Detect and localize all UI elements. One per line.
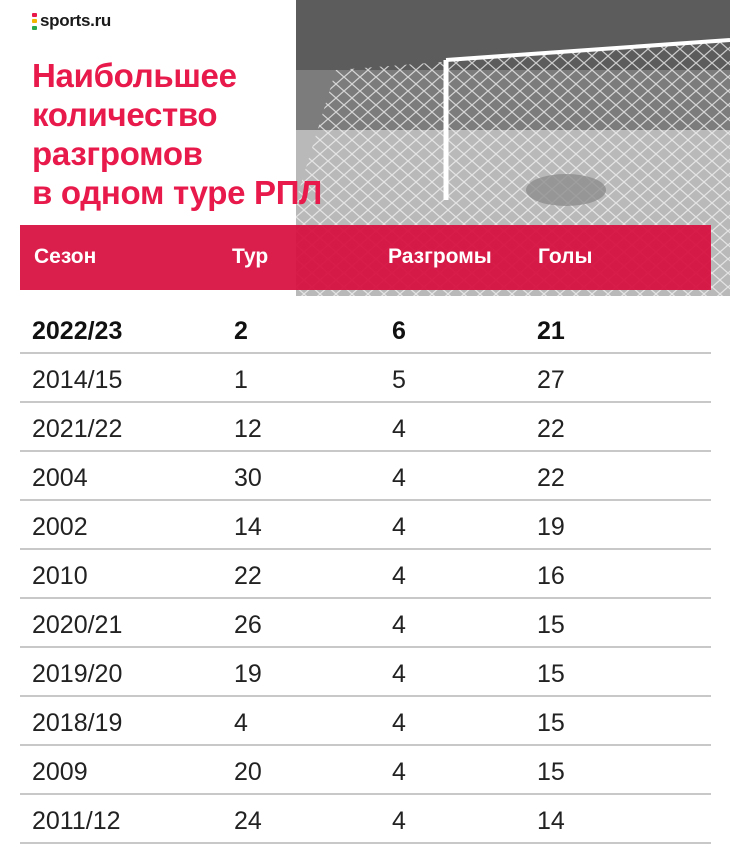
sports-ru-logo[interactable] [32,10,111,32]
table-row [20,599,711,648]
cell-routs: 5 [392,366,406,394]
title-line: в одном туре РПЛ [32,174,323,211]
table-row [20,501,711,550]
cell-routs: 4 [392,464,406,492]
title-line: Наибольшее [32,57,237,94]
table-row [20,550,711,599]
cell-round: 20 [234,758,262,786]
cell-routs: 4 [392,709,406,737]
cell-routs: 4 [392,513,406,541]
cell-goals: 14 [537,807,565,835]
table-header-bar [20,225,711,290]
cell-season: 2020/21 [32,611,123,639]
cell-round: 24 [234,807,262,835]
column-header-season: Сезон [34,245,97,268]
column-header-goals: Голы [538,245,593,268]
cell-routs: 4 [392,758,406,786]
cell-round: 14 [234,513,262,541]
table-row [20,795,711,844]
cell-round: 30 [234,464,262,492]
cell-season: 2010 [32,562,88,590]
cell-goals: 16 [537,562,565,590]
cell-routs: 4 [392,807,406,835]
cell-goals: 22 [537,464,565,492]
cell-season: 2022/23 [32,317,123,345]
column-header-round: Тур [232,245,269,268]
cell-routs: 4 [392,415,406,443]
cell-round: 12 [234,415,262,443]
cell-goals: 19 [537,513,565,541]
cell-round: 4 [234,709,248,737]
cell-routs: 4 [392,660,406,688]
cell-routs: 4 [392,611,406,639]
cell-goals: 27 [537,366,565,394]
title-line: разгромов [32,135,203,172]
cell-routs: 6 [392,317,406,345]
logo-mark-icon [32,13,37,30]
cell-season: 2019/20 [32,660,123,688]
cell-goals: 15 [537,611,565,639]
table-row [20,354,711,403]
cell-season: 2011/12 [32,807,121,835]
cell-round: 19 [234,660,262,688]
column-header-routs: Разгромы [388,245,492,268]
cell-season: 2018/19 [32,709,123,737]
table-row [20,746,711,795]
cell-round: 2 [234,317,248,345]
page-title [32,56,362,212]
cell-season: 2014/15 [32,366,123,394]
cell-goals: 15 [537,758,565,786]
cell-goals: 15 [537,660,565,688]
cell-goals: 21 [537,317,565,345]
cell-round: 22 [234,562,262,590]
table-row [20,697,711,746]
table-row [20,648,711,697]
cell-round: 26 [234,611,262,639]
cell-season: 2004 [32,464,88,492]
cell-goals: 22 [537,415,565,443]
table-row [20,452,711,501]
table-row [20,403,711,452]
cell-goals: 15 [537,709,565,737]
cell-routs: 4 [392,562,406,590]
title-line: количество [32,96,218,133]
cell-round: 1 [234,366,248,394]
logo-text: sports.ru [40,11,111,30]
table-row [20,305,711,354]
cell-season: 2021/22 [32,415,123,443]
cell-season: 2009 [32,758,88,786]
cell-season: 2002 [32,513,88,541]
